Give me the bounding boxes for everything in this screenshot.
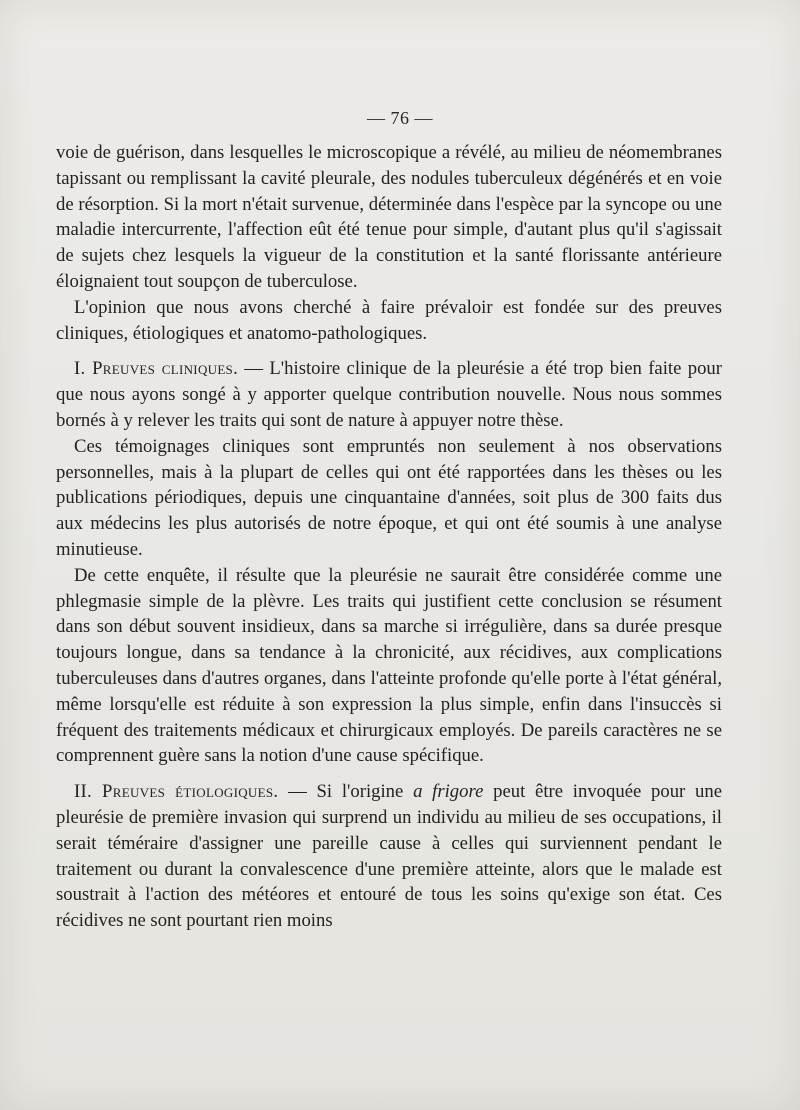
paragraph-testimonies: Ces témoignages cliniques sont empruntés non seulement à nos observations personnelles, mais à la plupart de celles qui ont été rapportées dans les thèses ou les publications périodiques, depuis une cinquantaine d'années, soit plus de 300 faits dus aux médecins les plus autorisés de notre époque, et qui ont été soumis à une analyse minutieuse. [56, 435, 722, 560]
etiological-text-after: peut être invoquée pour une pleurésie de première invasion qui surprend un individu au milieu de ses occupations, il serait téméraire d'assigner une pareille cause à celles qui surviennent pendant le traitement ou durant la convalescence d'une première atteinte, alors que le malade est soustrait à l'action des météores et entouré de tous les soins qu'exige son état. Ces récidives ne sont pourtant rien moins [56, 781, 722, 932]
etiological-text-before: — Si l'origine [278, 781, 414, 803]
section-heading-etiological: II. Preuves étiologiques. [74, 781, 279, 803]
paragraph-opinion: L'opinion que nous avons cherché à faire prévaloir est fondée sur des preuves cliniques, étiologiques et anatomo-pathologiques. [56, 296, 722, 344]
italic-term: a frigore [413, 781, 484, 803]
page-number: — 76 — [367, 108, 433, 128]
paragraph-clinical-proofs [56, 356, 722, 433]
clinical-proofs-text: — L'histoire clinique de la pleurésie a été trop bien faite pour que nous ayons songé à y apporter quelque contribution nouvelle. Nous nous sommes bornés à y relever les traits qui sont de nature à appuyer notre thèse. [56, 358, 722, 431]
paragraph-continuation: voie de guérison, dans lesquelles le microscopique a révélé, au milieu de néomembranes tapissant ou remplissant la cavité pleurale, des nodules tuberculeux dégénérés et en voie de résorption. Si la mort n'était survenue, déterminée dans l'espèce par la syncope ou une maladie intercurrente, l'affection eût été tenue pour simple, d'autant plus qu'il s'agissait de sujets chez lesquels la vigueur de la constitution et la santé florissante antérieure éloignaient tout soupçon de tuberculose. [56, 142, 722, 292]
paragraph-inquiry: De cette enquête, il résulte que la pleurésie ne saurait être considérée comme une phlegmasie simple de la plèvre. Les traits qui justifient cette conclusion se résument dans son début souvent insidieux, dans sa marche si irrégulière, dans sa durée presque toujours longue, dans sa tendance à la chronicité, aux récidives, aux complications tuberculeuses dans d'autres organes, dans l'atteinte profonde qu'elle porte à l'état général, même lorsqu'elle est réduite à son expression la plus simple, enfin dans l'insuccès si fréquent des traitements médicaux et chirurgicaux employés. De pareils caractères ne se comprennent guère sans la notion d'une cause spécifique. [56, 564, 722, 767]
body-text [56, 140, 722, 934]
paragraph-etiological-proofs [56, 779, 722, 934]
section-heading-clinical: I. Preuves cliniques. [74, 358, 239, 380]
